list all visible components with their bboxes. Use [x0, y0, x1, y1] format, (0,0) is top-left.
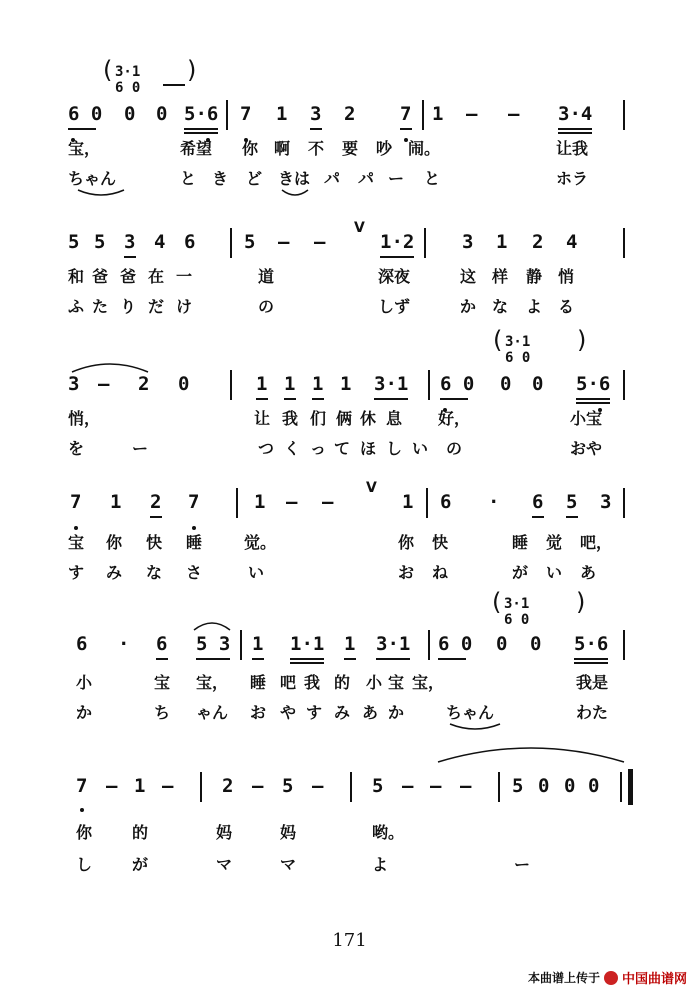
lyric: 觉	[546, 533, 563, 552]
lyric: 睡	[250, 673, 267, 692]
lyric: が	[512, 563, 529, 582]
lyric: し	[76, 855, 93, 874]
lyric: り	[120, 297, 137, 316]
lyrics-japanese	[68, 294, 638, 320]
lyric: け	[176, 297, 193, 316]
tie-arc	[436, 740, 626, 764]
lyric: 让	[254, 409, 271, 428]
note-underline	[438, 658, 466, 660]
lyric: さ	[186, 563, 203, 582]
note: 1·1	[290, 633, 325, 655]
lyric: ど	[246, 169, 263, 188]
note: 2	[138, 373, 150, 395]
note: 1	[312, 373, 324, 395]
lyric: 宝	[154, 673, 171, 692]
lyric: 觉。	[244, 533, 277, 552]
note: —	[106, 775, 118, 797]
note: —	[286, 491, 298, 513]
lyric: い	[546, 563, 563, 582]
note-underline	[284, 398, 296, 400]
lyric: 快	[146, 533, 163, 552]
note-underline	[374, 398, 408, 400]
note: 0	[178, 373, 190, 395]
lyric: 妈	[280, 823, 297, 842]
note-underline	[576, 398, 610, 400]
lyric: 不	[308, 139, 325, 158]
note: 7	[240, 103, 252, 125]
lyric: 好，	[438, 409, 471, 428]
lyrics-japanese	[68, 436, 638, 462]
lyric: 这	[460, 267, 477, 286]
lyric: ー	[514, 855, 531, 874]
lyrics-japanese	[68, 166, 638, 192]
lyric: き	[212, 169, 229, 188]
note: 6	[184, 231, 196, 253]
grace-note-text: 3·1 6 0	[115, 64, 141, 96]
lyric: 啊	[274, 139, 291, 158]
bar-line	[240, 630, 242, 660]
site-logo-icon	[604, 971, 618, 985]
bar-line	[498, 772, 500, 802]
lyric: ちゃん	[446, 703, 495, 722]
lyric: な	[146, 563, 163, 582]
lyric: っ	[310, 439, 327, 458]
lyric: く	[284, 439, 301, 458]
note: 2	[532, 231, 544, 253]
note: 5	[94, 231, 106, 253]
lyric: 的	[334, 673, 351, 692]
note: 7	[76, 775, 88, 797]
bar-line	[226, 100, 228, 130]
lyric: な	[492, 297, 509, 316]
lyrics-chinese	[68, 264, 638, 290]
lyric: 道	[258, 267, 275, 286]
lyric: し	[386, 439, 403, 458]
note-underline	[256, 398, 268, 400]
notes-row	[68, 480, 638, 516]
page-number: 171	[332, 930, 367, 951]
lyric: す	[306, 703, 323, 722]
lyric: か	[460, 297, 477, 316]
note: 3·1	[376, 633, 411, 655]
final-bar-line	[620, 772, 622, 802]
note-underline	[380, 256, 414, 258]
lyric: の	[258, 297, 275, 316]
note: —	[402, 775, 414, 797]
note: 3	[124, 231, 136, 253]
note: —	[460, 775, 472, 797]
lyric: を	[68, 439, 85, 458]
lyric: 们	[310, 409, 327, 428]
lyric: お	[250, 703, 267, 722]
lyric: 吵	[376, 139, 393, 158]
lyric: マ	[216, 855, 233, 874]
lyric: た	[92, 297, 109, 316]
lyric: ー	[132, 439, 149, 458]
note: 0	[588, 775, 600, 797]
final-bar-heavy	[628, 769, 633, 805]
note-underline	[150, 516, 162, 518]
grace-note-text: 3·1 6 0	[504, 596, 530, 628]
note: 3	[462, 231, 474, 253]
lyric: 悄	[558, 267, 575, 286]
lyric: ふ	[68, 297, 85, 316]
note: 1	[110, 491, 122, 513]
lyric: 样	[492, 267, 509, 286]
lyric: わた	[576, 703, 609, 722]
lyric: ね	[432, 563, 449, 582]
bar-line	[422, 100, 424, 130]
note: 1·2	[380, 231, 415, 253]
note-underline	[566, 516, 578, 518]
note-underline	[184, 132, 218, 134]
note-underline	[68, 128, 96, 130]
note: 6	[532, 491, 544, 513]
note-underline	[532, 516, 544, 518]
note: —	[162, 775, 174, 797]
breath-mark: V	[366, 480, 377, 496]
note: —	[98, 373, 110, 395]
note: ·	[488, 491, 500, 513]
note: —	[312, 775, 324, 797]
notes-row	[68, 220, 638, 256]
lyric: 的	[132, 823, 149, 842]
lyric: ほ	[360, 439, 377, 458]
notes-row	[68, 370, 638, 398]
lyric: 睡	[186, 533, 203, 552]
note: 1	[432, 103, 444, 125]
lyric: 息	[386, 409, 403, 428]
note-underline	[574, 658, 608, 660]
lyric: み	[106, 563, 123, 582]
lyric: 让我	[556, 139, 589, 158]
notes-row	[68, 630, 638, 658]
lyric: い	[412, 439, 429, 458]
lyric: よ	[526, 297, 543, 316]
lyric: マ	[280, 855, 297, 874]
note: 0	[496, 633, 508, 655]
note-underline	[576, 402, 610, 404]
lyric: 你	[242, 139, 259, 158]
note-underline	[124, 256, 136, 258]
grace-paren-close: )	[187, 56, 197, 84]
note-underline	[196, 658, 230, 660]
note-underline	[156, 658, 168, 660]
note: —	[314, 231, 326, 253]
grace-underline	[163, 84, 185, 86]
note: 1	[252, 633, 264, 655]
lyric: 快	[432, 533, 449, 552]
lyric: が	[132, 855, 149, 874]
grace-paren-open: (	[103, 56, 113, 84]
note: 6 0	[438, 633, 473, 655]
bar-line	[623, 228, 625, 258]
grace-paren-open: (	[492, 588, 502, 616]
note: ·	[118, 633, 130, 655]
note: —	[430, 775, 442, 797]
note: 5 3	[196, 633, 231, 655]
note: 1	[134, 775, 146, 797]
note: 1	[402, 491, 414, 513]
lyric: パ	[324, 169, 341, 188]
note: 3	[68, 373, 80, 395]
lyric: 吧，	[580, 533, 613, 552]
lyrics-japanese	[68, 852, 638, 878]
lyric: か	[388, 703, 405, 722]
note: 6 0	[68, 103, 103, 125]
lyric: お	[398, 563, 415, 582]
lyric: ゃん	[196, 703, 229, 722]
lyric: おや	[570, 439, 603, 458]
notes-row	[68, 100, 638, 128]
note: —	[252, 775, 264, 797]
bar-line	[230, 228, 232, 258]
note: 5	[282, 775, 294, 797]
grace-paren-close: )	[576, 588, 586, 616]
note-underline	[290, 658, 324, 660]
note: 5	[68, 231, 80, 253]
note-underline	[252, 658, 264, 660]
low-octave-dot	[80, 808, 84, 812]
bar-line	[428, 630, 430, 660]
lyric: や	[280, 703, 297, 722]
lyric: ち	[154, 703, 171, 722]
note-underline	[558, 132, 592, 134]
note: 4	[566, 231, 578, 253]
note: 6	[76, 633, 88, 655]
note: 3	[600, 491, 612, 513]
lyrics-chinese	[68, 820, 638, 846]
lyric: 小宝	[570, 409, 603, 428]
note: 6	[440, 491, 452, 513]
bar-line	[236, 488, 238, 518]
note: 1	[340, 373, 352, 395]
bar-line	[424, 228, 426, 258]
lyric: か	[76, 703, 93, 722]
bar-line	[428, 370, 430, 400]
note: 5	[512, 775, 524, 797]
lyric: きは	[278, 169, 311, 188]
lyric: 爸	[92, 267, 109, 286]
lyric: 一	[176, 267, 193, 286]
lyric: だ	[148, 297, 165, 316]
lyric: 闹。	[408, 139, 441, 158]
lyric: 在	[148, 267, 165, 286]
lyric: 我	[282, 409, 299, 428]
lyrics-chinese	[68, 136, 638, 162]
note: 0	[564, 775, 576, 797]
lyric: て	[334, 439, 351, 458]
lyric: み	[334, 703, 351, 722]
note: 0	[538, 775, 550, 797]
lyric: い	[248, 563, 265, 582]
note: —	[278, 231, 290, 253]
note: 5·6	[574, 633, 609, 655]
note: 5	[566, 491, 578, 513]
lyric: 宝	[68, 533, 85, 552]
lyric: 你	[398, 533, 415, 552]
note: 1	[284, 373, 296, 395]
grace-paren-open: (	[493, 326, 503, 354]
breath-mark: V	[354, 220, 365, 236]
lyric: ちゃん	[68, 169, 117, 188]
lyric: ー	[388, 169, 405, 188]
bar-line	[623, 488, 625, 518]
notes-row	[68, 772, 638, 800]
lyric: 吧	[280, 673, 297, 692]
note: 6	[156, 633, 168, 655]
lyric: つ	[258, 439, 275, 458]
lyric: 希望	[180, 139, 213, 158]
lyric: 俩	[336, 409, 353, 428]
slur-mark	[76, 188, 126, 198]
grace-note-text: 3·1 6 0	[505, 334, 531, 366]
lyric: 你	[106, 533, 123, 552]
site-name[interactable]: 中国曲谱网	[621, 972, 687, 987]
footer	[528, 968, 687, 987]
note: 7	[188, 491, 200, 513]
lyric: パ	[358, 169, 375, 188]
note: —	[322, 491, 334, 513]
bar-line	[623, 630, 625, 660]
lyric: 宝，	[412, 673, 445, 692]
lyric: あ	[580, 563, 597, 582]
note-underline	[310, 128, 322, 130]
lyric: 小	[76, 673, 93, 692]
note-underline	[574, 662, 608, 664]
note-underline	[376, 658, 410, 660]
note: 1	[496, 231, 508, 253]
lyrics-japanese	[68, 700, 638, 726]
lyric: 悄，	[68, 409, 101, 428]
lyrics-chinese	[68, 670, 638, 696]
lyric: 我是	[576, 673, 609, 692]
note: 3	[310, 103, 322, 125]
lyric: る	[558, 297, 575, 316]
grace-paren-close: )	[577, 326, 587, 354]
bar-line	[623, 100, 625, 130]
lyric: 宝，	[196, 673, 229, 692]
lyric: 深夜	[378, 267, 411, 286]
note: 5·6	[184, 103, 219, 125]
note-underline	[184, 128, 218, 130]
note: 7	[400, 103, 412, 125]
note: 5	[372, 775, 384, 797]
bar-line	[426, 488, 428, 518]
lyric: しず	[378, 297, 411, 316]
note: —	[466, 103, 478, 125]
lyric: 我	[304, 673, 321, 692]
note: 3·4	[558, 103, 593, 125]
lyric: 静	[526, 267, 543, 286]
note: 5·6	[576, 373, 611, 395]
bar-line	[623, 370, 625, 400]
lyric: あ	[362, 703, 379, 722]
note: 0	[532, 373, 544, 395]
lyric: 妈	[216, 823, 233, 842]
note: 1	[254, 491, 266, 513]
lyrics-japanese	[68, 560, 638, 586]
note: 2	[222, 775, 234, 797]
note-underline	[558, 128, 592, 130]
note: 3·1	[374, 373, 409, 395]
note: 1	[276, 103, 288, 125]
note: 4	[154, 231, 166, 253]
note: —	[508, 103, 520, 125]
note: 5	[244, 231, 256, 253]
lyric: 宝	[388, 673, 405, 692]
lyric: 爸	[120, 267, 137, 286]
note: 1	[256, 373, 268, 395]
lyric: す	[68, 563, 85, 582]
note: 0	[124, 103, 136, 125]
note-underline	[312, 398, 324, 400]
slur-mark	[280, 188, 310, 198]
lyric: 休	[360, 409, 377, 428]
note-underline	[440, 398, 468, 400]
lyrics-chinese	[68, 530, 638, 556]
note-underline	[400, 128, 412, 130]
lyric: ホラ	[556, 169, 589, 188]
note: 0	[530, 633, 542, 655]
lyric: の	[446, 439, 463, 458]
note: 2	[344, 103, 356, 125]
lyric: 小	[366, 673, 383, 692]
lyric: と	[424, 169, 441, 188]
note: 1	[344, 633, 356, 655]
bar-line	[200, 772, 202, 802]
lyric: よ	[372, 855, 389, 874]
note: 0	[500, 373, 512, 395]
slur-mark	[448, 722, 502, 732]
note: 7	[70, 491, 82, 513]
note: 6 0	[440, 373, 475, 395]
bar-line	[350, 772, 352, 802]
lyric: 你	[76, 823, 93, 842]
lyric: 哟。	[372, 823, 405, 842]
lyric: 要	[342, 139, 359, 158]
bar-line	[230, 370, 232, 400]
lyric: 和	[68, 267, 85, 286]
lyric: 宝，	[68, 139, 101, 158]
lyrics-chinese	[68, 406, 638, 432]
note-underline	[290, 662, 324, 664]
lyric: 睡	[512, 533, 529, 552]
upload-note: 本曲谱上传于	[527, 971, 600, 985]
note-underline	[344, 658, 356, 660]
note: 2	[150, 491, 162, 513]
note: 0	[156, 103, 168, 125]
lyric: と	[180, 169, 197, 188]
